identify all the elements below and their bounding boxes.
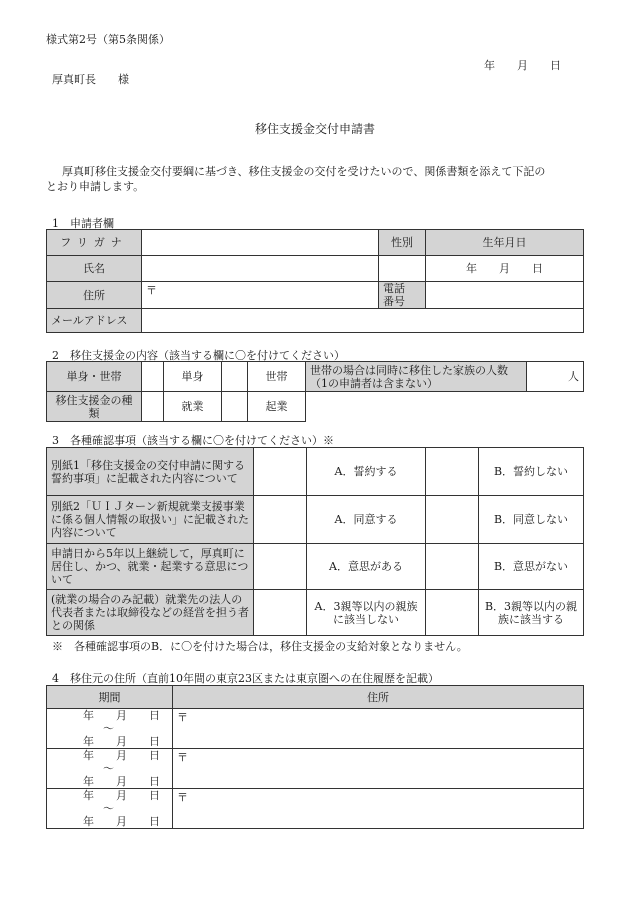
household-option: 世帯 — [248, 362, 306, 392]
postal-mark: 〒 — [177, 711, 188, 724]
confirm-2-option-a: A．同意する — [307, 496, 426, 544]
section4-heading: 4 移住元の住所（直前10年間の東京23区または東京圏への在住履歴を記載） — [52, 672, 439, 685]
address-field[interactable] — [142, 282, 379, 309]
period-to: 年 月 日 — [83, 775, 160, 788]
startup-mark-cell[interactable] — [222, 392, 248, 422]
employment-mark-cell[interactable] — [142, 392, 164, 422]
period-to: 年 月 日 — [83, 735, 160, 748]
birthdate-field[interactable]: 年 月 日 — [426, 256, 584, 282]
confirm-item-1: 別紙1「移住支援金の交付申請に関する誓約事項」に記載された内容について — [47, 448, 254, 496]
period-from: 年 月 日 — [83, 749, 160, 762]
startup-option: 起業 — [248, 392, 306, 422]
previous-address-field-2[interactable] — [173, 749, 584, 789]
address-header: 住所 — [173, 686, 584, 709]
period-to: 年 月 日 — [83, 815, 160, 828]
confirm-2-option-b: B．同意しない — [479, 496, 584, 544]
period-tilde: ～ — [103, 762, 114, 775]
household-mark-cell[interactable] — [222, 362, 248, 392]
period-tilde: ～ — [103, 722, 114, 735]
postal-mark: 〒 — [177, 791, 188, 804]
furigana-label: フリガナ — [47, 230, 142, 256]
family-count-field[interactable] — [527, 362, 584, 392]
phone-label: 電話 番号 — [379, 282, 426, 309]
confirm-1-a-mark[interactable] — [254, 448, 307, 496]
addressee: 厚真町長 様 — [52, 73, 129, 86]
single-mark-cell[interactable] — [142, 362, 164, 392]
intro-text-line1: 厚真町移住支援金交付要綱に基づき、移住支援金の交付を受けたいので、関係書類を添えて下記の — [62, 165, 546, 178]
confirm-3-option-b: B．意思がない — [479, 544, 584, 590]
single-option: 単身 — [164, 362, 222, 392]
section2-heading: 2 移住支援金の内容（該当する欄に〇を付けてください） — [52, 349, 345, 362]
form-number: 様式第2号（第5条関係） — [46, 33, 170, 46]
confirm-2-a-mark[interactable] — [254, 496, 307, 544]
previous-address-field-3[interactable] — [173, 789, 584, 829]
intro-text-line2: とおり申請します。 — [46, 180, 145, 193]
page-title: 移住支援金交付申請書 — [254, 122, 375, 136]
confirm-2-b-mark[interactable] — [426, 496, 479, 544]
postal-mark: 〒 — [146, 284, 157, 297]
section3-heading: 3 各種確認事項（該当する欄に〇を付けてください）※ — [52, 434, 334, 447]
period-field-1[interactable] — [47, 709, 173, 749]
confirm-4-a-mark[interactable] — [254, 590, 307, 636]
address-label: 住所 — [47, 282, 142, 309]
confirm-3-b-mark[interactable] — [426, 544, 479, 590]
confirm-1-b-mark[interactable] — [426, 448, 479, 496]
section1-heading: 1 申請者欄 — [52, 217, 114, 230]
email-field[interactable] — [142, 309, 584, 333]
persons-unit: 人 — [568, 370, 579, 383]
period-tilde: ～ — [103, 802, 114, 815]
previous-address-field-1[interactable] — [173, 709, 584, 749]
name-label: 氏名 — [47, 256, 142, 282]
confirm-4-option-a: A．3親等以内の親族に該当しない — [307, 590, 426, 636]
confirm-3-a-mark[interactable] — [254, 544, 307, 590]
period-from: 年 月 日 — [83, 709, 160, 722]
family-count-note: 世帯の場合は同時に移住した家族の人数（1の申請者は含まない） — [306, 362, 527, 392]
confirm-item-2: 別紙2「ＵＩＪターン新規就業支援事業に係る個人情報の取扱い」に記載された内容について — [47, 496, 254, 544]
period-field-3[interactable] — [47, 789, 173, 829]
confirm-1-option-a: A．誓約する — [307, 448, 426, 496]
application-date: 年 月 日 — [484, 59, 561, 72]
confirmation-note: ※ 各種確認事項のB．に〇を付けた場合は，移住支援金の支給対象となりません。 — [52, 640, 468, 653]
grant-content-table — [46, 361, 584, 422]
confirm-item-4: (就業の場合のみ記載）就業先の法人の代表者または取締役などの経営を担う者との関係 — [47, 590, 254, 636]
confirm-4-b-mark[interactable] — [426, 590, 479, 636]
period-field-2[interactable] — [47, 749, 173, 789]
phone-field[interactable] — [426, 282, 584, 309]
furigana-field[interactable] — [142, 230, 379, 256]
name-field[interactable] — [142, 256, 379, 282]
confirm-item-3: 申請日から5年以上継続して，厚真町に居住し、かつ、就業・起業する意思について — [47, 544, 254, 590]
previous-address-table — [46, 685, 584, 829]
confirm-3-option-a: A．意思がある — [307, 544, 426, 590]
gender-label: 性別 — [379, 230, 426, 256]
email-label: メールアドレス — [47, 309, 142, 333]
type-label: 単身・世帯 — [47, 362, 142, 392]
postal-mark: 〒 — [177, 751, 188, 764]
period-from: 年 月 日 — [83, 789, 160, 802]
period-header: 期間 — [47, 686, 173, 709]
birthdate-label: 生年月日 — [426, 230, 584, 256]
confirm-4-option-b: B．3親等以内の親族に該当する — [479, 590, 584, 636]
confirm-1-option-b: B．誓約しない — [479, 448, 584, 496]
applicant-table — [46, 229, 584, 333]
confirmation-table — [46, 447, 584, 636]
gender-field[interactable] — [379, 256, 426, 282]
employment-option: 就業 — [164, 392, 222, 422]
kind-label: 移住支援金の種類 — [47, 392, 142, 422]
